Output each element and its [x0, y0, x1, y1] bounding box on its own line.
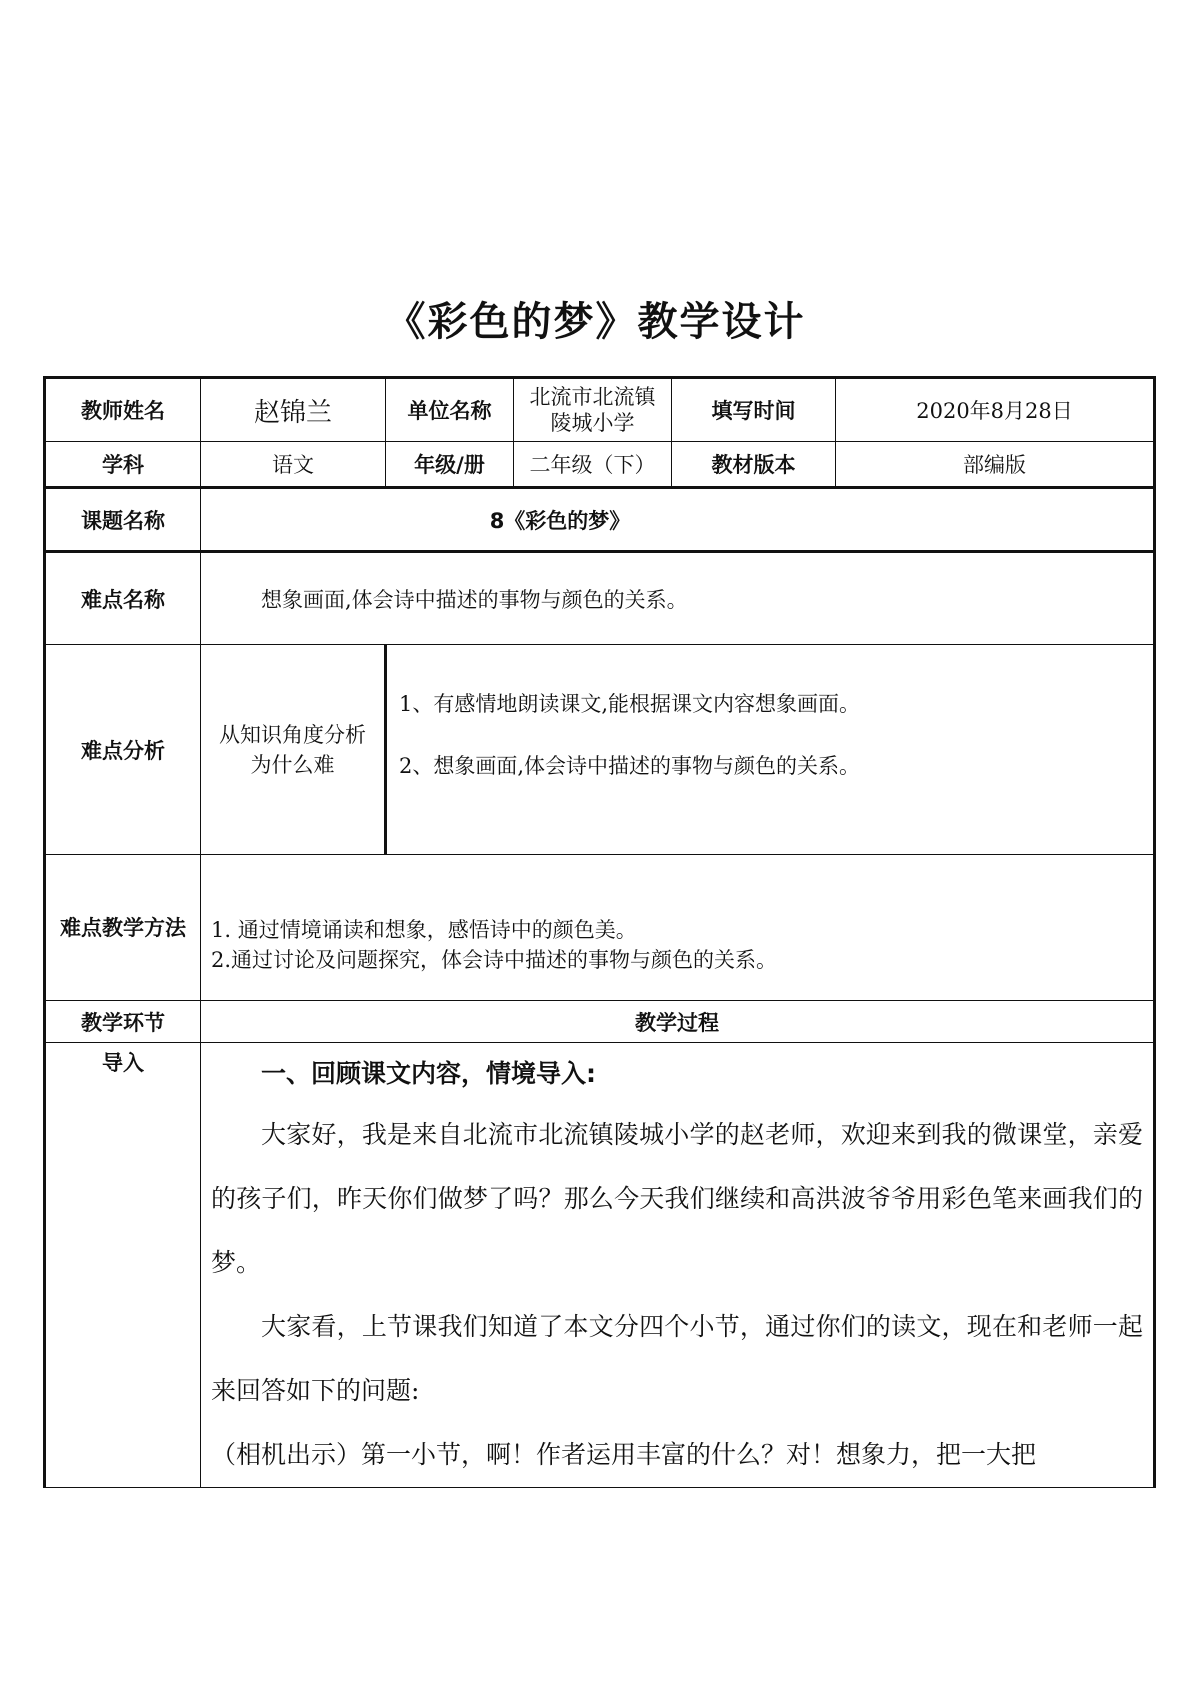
difficulty-value: 想象画面,体会诗中描述的事物与颜色的关系。	[201, 552, 1155, 645]
difficulty-label: 难点名称	[45, 552, 201, 645]
analysis-subtitle: 从知识角度分析为什么难	[201, 645, 386, 855]
table-row	[45, 645, 1155, 855]
method-label: 难点教学方法	[45, 855, 201, 1001]
topic-label: 课题名称	[45, 488, 201, 552]
edition-label: 教材版本	[672, 442, 836, 488]
grade-value: 二年级（下）	[514, 442, 672, 488]
topic-value: 8《彩色的梦》	[201, 488, 1155, 552]
fill-date: 2020年8月28日	[836, 378, 1155, 442]
teacher-name: 赵锦兰	[201, 378, 386, 442]
table-row	[45, 488, 1155, 552]
method-item-2: 2.通过讨论及问题探究，体会诗中描述的事物与颜色的关系。	[211, 948, 778, 972]
teacher-label: 教师姓名	[45, 378, 201, 442]
process-paragraph-3: （相机出示）第一小节，啊！作者运用丰富的什么？对！想象力，把一大把	[211, 1440, 1037, 1469]
analysis-content	[386, 645, 1155, 855]
process-paragraph-1: 大家好，我是来自北流市北流镇陵城小学的赵老师，欢迎来到我的微课堂，亲爱的孩子们，昨天你们做梦了吗？那么今天我们继续和高洪波爷爷用彩色笔来画我们的梦。	[211, 1120, 1143, 1277]
grade-label: 年级/册	[386, 442, 514, 488]
stage-header: 教学环节	[45, 1001, 201, 1043]
subject-label: 学科	[45, 442, 201, 488]
unit-name: 北流市北流镇陵城小学	[514, 378, 672, 442]
table-row	[45, 1001, 1155, 1043]
analysis-item-2: 2、想象画面,体会诗中描述的事物与颜色的关系。	[399, 754, 861, 778]
method-item-1: 1. 通过情境诵读和想象，感悟诗中的颜色美。	[211, 918, 637, 942]
unit-label: 单位名称	[386, 378, 514, 442]
date-label: 填写时间	[672, 378, 836, 442]
process-header: 教学过程	[201, 1001, 1155, 1043]
subject-value: 语文	[201, 442, 386, 488]
analysis-item-1: 1、有感情地朗读课文,能根据课文内容想象画面。	[399, 692, 861, 716]
process-content	[201, 1043, 1155, 1488]
analysis-label: 难点分析	[45, 645, 201, 855]
table-row	[45, 378, 1155, 442]
process-heading: 一、回顾课文内容，情境导入:	[261, 1059, 596, 1088]
stage-intro: 导入	[45, 1043, 201, 1488]
table-row	[45, 855, 1155, 1001]
process-paragraph-2: 大家看，上节课我们知道了本文分四个小节，通过你们的读文，现在和老师一起来回答如下的问题:	[211, 1312, 1143, 1405]
table-row	[45, 552, 1155, 645]
method-content	[201, 855, 1155, 1001]
table-row	[45, 1043, 1155, 1488]
edition-value: 部编版	[836, 442, 1155, 488]
table-row	[45, 442, 1155, 488]
page-title: 《彩色的梦》教学设计	[385, 298, 806, 345]
lesson-plan-table	[43, 376, 1156, 1488]
